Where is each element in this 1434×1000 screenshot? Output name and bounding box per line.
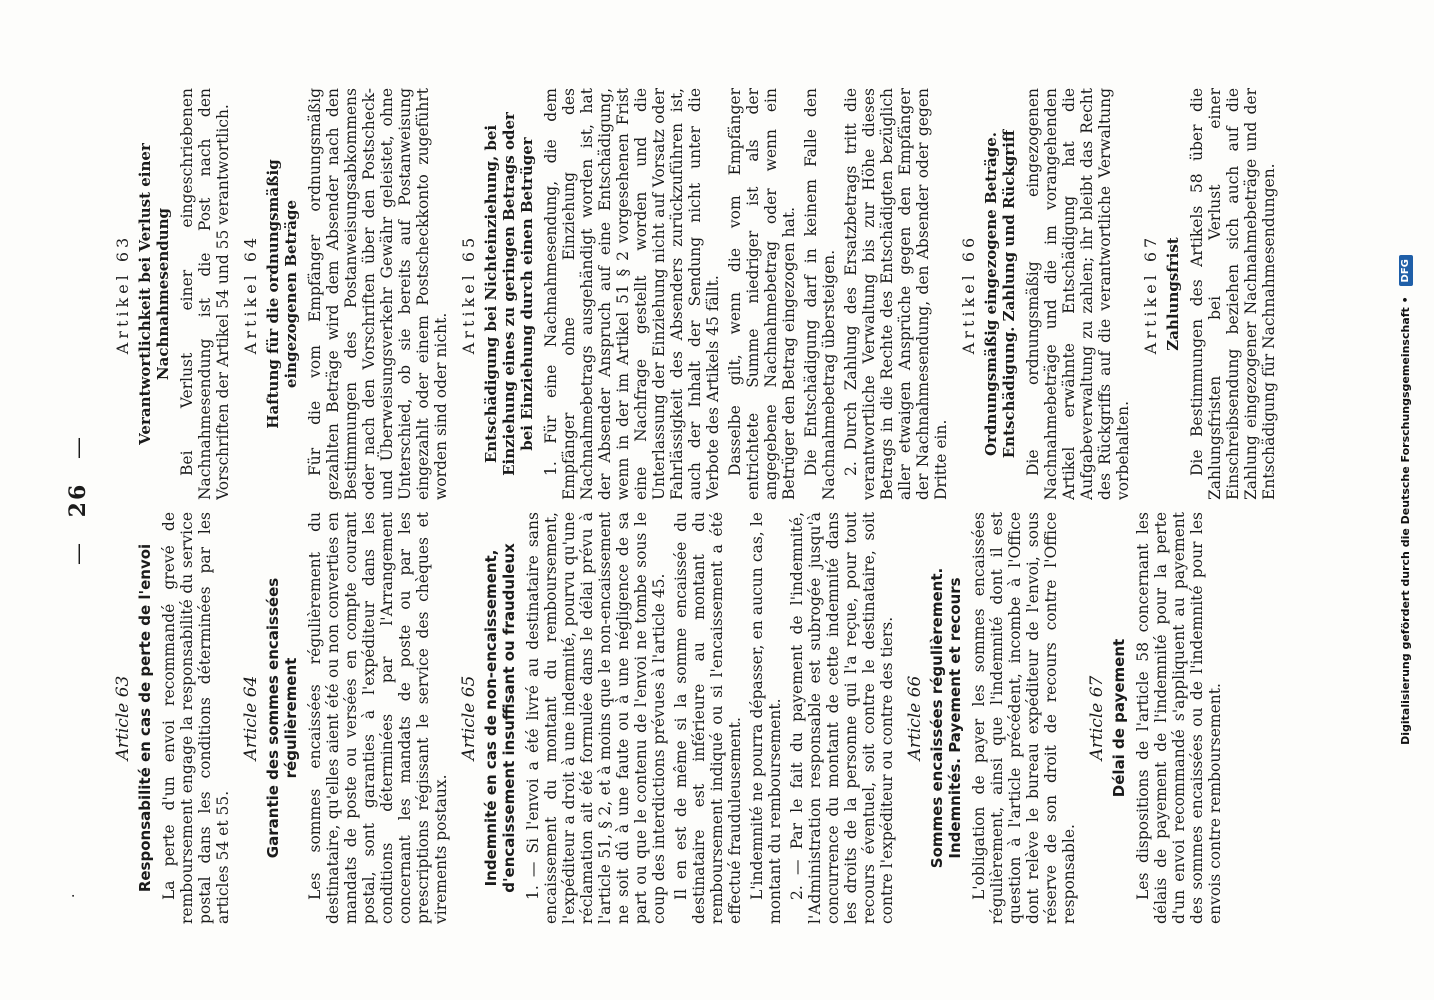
article-title: Ordnungsmäßig eingezogene Beträge. Entschädigung. Zahlung und Rückgriff [982, 129, 1018, 459]
german-column [104, 88, 1304, 500]
header-dash-right: — [66, 435, 91, 460]
article-label: Article 66 [905, 675, 925, 761]
article-title: Délai de payement [1110, 638, 1128, 798]
credit-separator: • [1399, 296, 1412, 304]
article-label: Artikel 66 [959, 233, 978, 355]
article-label: Article 63 [113, 675, 133, 761]
article-65-de [460, 88, 950, 500]
credit-text: Digitalisierung gefördert durch die Deutsche Forschungsgemeinschaft [1399, 307, 1412, 745]
dfg-logo-icon: DFG [1399, 255, 1413, 286]
article-title: Zahlungsfrist [1164, 237, 1182, 351]
article-label: Artikel 64 [241, 233, 260, 355]
article-65-fr [460, 512, 896, 924]
article-label: Artikel 65 [459, 233, 478, 355]
article-title: Entschädigung bei Nichteinziehung, bei Einziehung eines zu geringen Betrags oder bei Einziehung durch einen Betrüger [482, 112, 536, 476]
article-label: Article 65 [459, 675, 479, 761]
article-63-fr [114, 512, 232, 924]
article-paragraph: L'indemnité ne pourra dépasser, en aucun cas, le montant du remboursement. [748, 512, 784, 924]
article-66-de [960, 88, 1132, 500]
article-title: Verantwortlichkeit bei Verlust einer Nachnahmesendung [136, 143, 172, 445]
dot-mark: · [66, 893, 82, 898]
header-dash-left: — [66, 540, 91, 565]
article-title: Sommes encaissées régulièrement. Indemnités. Payement et recours [928, 567, 964, 869]
article-paragraph: Bei Verlust einer eingeschriebenen Nachnahmesendung ist die Post nach den Vorschriften der Artikel 54 und 55 verantwortlich. [178, 88, 232, 500]
article-paragraph: Für die vom Empfänger ordnungsmäßig gezahlten Beträge wird dem Absender nach den Bestimmungen des Postanweisungsabkommens oder nach den Vorschriften über den Postscheck- und Überweisungsverkehr Gewähr geleistet, ohne Unterschied, ob sie bereits auf Postanweisung eingezahlt oder einem Postscheckkonto zugeführt worden sind oder nicht. [306, 88, 450, 500]
article-paragraph: 1. Für eine Nachnahmesendung, die dem Empfänger ohne Einziehung des Nachnahmebetrags ausgehändigt worden ist, hat der Absender Anspruch auf eine Entschädigung, wenn in der im Artikel 51 § 2 vorgesehenen Frist eine Nachfrage gestellt worden und die Unterlassung der Einziehung nicht auf Vorsatz oder Fahrlässigkeit des Absenders zurückzuführen ist, auch der Inhalt der Sendung nicht unter die Verbote des Artikels 45 fällt. [542, 88, 722, 500]
article-paragraph: Die Entschädigung darf in keinem Falle den Nachnahmebetrag übersteigen. [802, 88, 838, 500]
article-title: Garantie des sommes encaissées régulièrement [264, 577, 300, 859]
article-label: Artikel 67 [1141, 233, 1160, 355]
article-label: Artikel 63 [113, 233, 132, 355]
article-67-de [1142, 88, 1278, 500]
article-title: Indemnité en cas de non-encaissement, d'encaissement insuffisant ou frauduleux [482, 543, 518, 893]
article-paragraph: Dasselbe gilt, wenn die vom Empfänger entrichtete Summe niedriger ist als der angegebene Nachnahmebetrag oder wenn ein Betrüger den Betrag eingezogen hat. [726, 88, 798, 500]
article-paragraph: Il en est de même si la somme encaissée du destinataire est inférieure au montant du remboursement indiqué ou si l'encaissement a été effectué frauduleusement. [672, 512, 744, 924]
article-paragraph: Die ordnungsmäßig eingezogenen Nachnahmebeträge und die im vorangehenden Artikel erwähnte Entschädigung hat die Aufgabeverwaltung zu zahlen; ihr bleibt das Recht des Rückgriffs auf die verantwortliche Verwaltung vorbehalten. [1024, 88, 1132, 500]
article-paragraph: 2. — Par le fait du payement de l'indemnité, l'Administration responsable est subrogée jusqu'à concurrence du montant de cette indemnité dans les droits de la personne qui l'a reçue, pour tout recours éventuel, soit contre le destinataire, soit contre l'expéditeur ou contre des tiers. [788, 512, 896, 924]
article-67-fr [1088, 512, 1224, 924]
digitization-credit [1395, 40, 1417, 960]
article-paragraph: La perte d'un envoi recommandé grevé de remboursement engage la responsabilité du service postal dans les conditions déterminées par les articles 54 et 55. [160, 512, 232, 924]
article-64-de [242, 88, 450, 500]
article-66-fr [906, 512, 1078, 924]
article-paragraph: 1. — Si l'envoi a été livré au destinataire sans encaissement du montant du remboursement, l'expéditeur a droit à une indemnité, pourvu qu'une réclamation ait été formulée dans le délai prévu à l'article 51, § 2, et à moins que le non-encaissement ne soit dû à une faute ou à une négligence de sa part ou que le contenu de l'envoi ne tombe sous le coup des interdictions prévues à l'article 45. [524, 512, 668, 924]
article-label: Article 64 [241, 675, 261, 761]
article-title: Responsabilité en cas de perte de l'envoi [136, 543, 154, 893]
article-paragraph: L'obligation de payer les sommes encaissées régulièrement, ainsi que l'indemnité dont il est question à l'article précédent, incombe à l'Office dont relève le bureau expéditeur de l'envoi, sous réserve de son droit de recours contre l'Office responsable. [970, 512, 1078, 924]
article-paragraph: 2. Durch Zahlung des Ersatzbetrags tritt die verantwortliche Verwaltung bis zur Höhe dieses Betrags in die Rechte des Entschädigten bezüglich aller etwaigen Ansprüche gegen den Empfänger der Nachnahmesendung, den Absender oder gegen Dritte ein. [842, 88, 950, 500]
french-column [104, 512, 1304, 924]
article-64-fr [242, 512, 450, 924]
article-title: Haftung für die ordnungsmäßig eingezogenen Beträge [264, 159, 300, 429]
article-paragraph: Die Bestimmungen des Artikels 58 über die Zahlungsfristen bei Verlust einer Einschreibsendung beziehen sich auch auf die Zahlung eingezogener Nachnahmebeträge und der Entschädigung für Nachnahmesendungen. [1188, 88, 1278, 500]
article-63-de [114, 88, 232, 500]
article-label: Article 67 [1087, 675, 1107, 761]
article-paragraph: Les dispositions de l'article 58 concernant les délais de payement de l'indemnité pour la perte d'un envoi recommandé s'appliquent au payement des sommes encaissées ou de l'indemnité pour les envois contre remboursement. [1134, 512, 1224, 924]
page-header [58, 90, 98, 910]
article-paragraph: Les sommes encaissées régulièrement du destinataire, qu'elles aient été ou non converties en mandats de poste ou versées en compte courant postal, sont garanties à l'expéditeur dans les conditions déterminées par l'Arrangement concernant les mandats de poste ou par les prescriptions régissant le service des chèques et virements postaux. [306, 512, 450, 924]
page-number: 26 [65, 482, 91, 518]
